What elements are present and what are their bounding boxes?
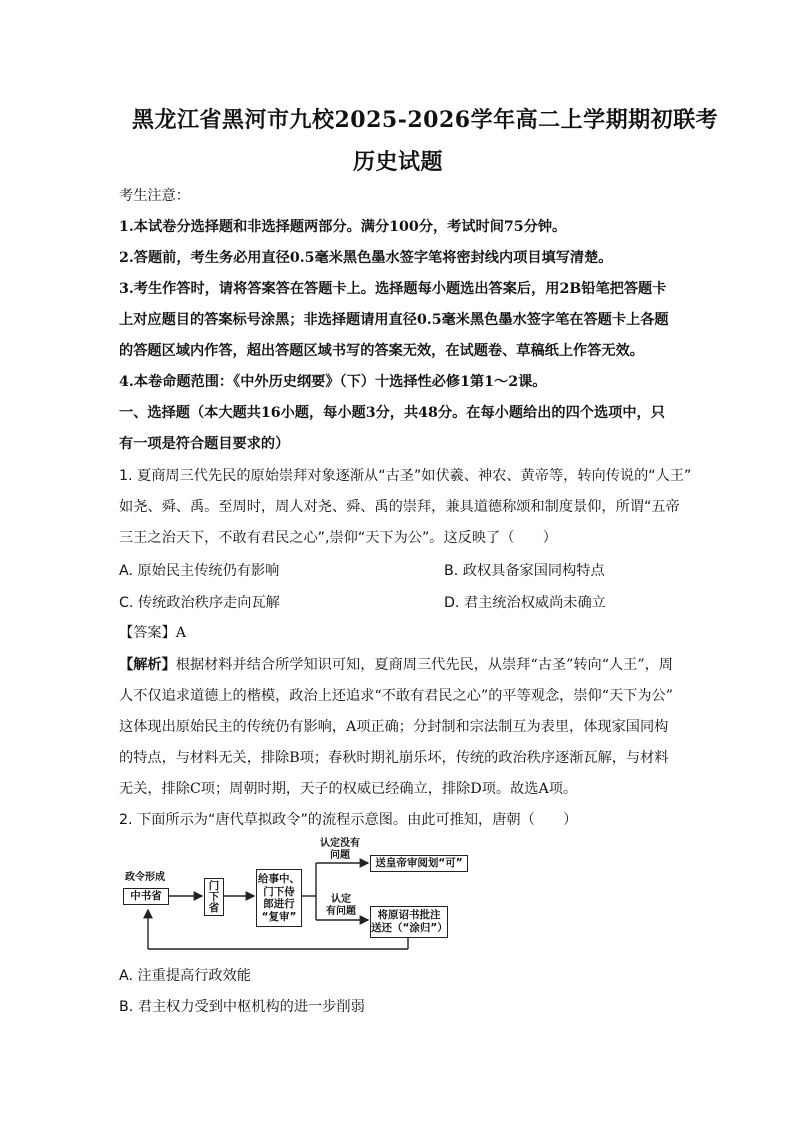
branch-top-line: 认定没有	[320, 838, 360, 849]
question-2-option-a: A. 注重提高行政效能	[119, 968, 251, 984]
node-menxia-char: 省	[208, 901, 220, 914]
node-review	[256, 869, 302, 927]
node-review-line: 给事中、	[258, 873, 300, 885]
node-menxia	[204, 878, 224, 916]
question-1-stem: 如尧、舜、禹。至周时，周人对尧、舜、禹的崇拜，兼具道德称颂和制度景仰，所谓“五帝	[119, 499, 680, 515]
start-label: 政令形成	[125, 872, 165, 883]
question-1-stem: 1. 夏商周三代先民的原始崇拜对象逐渐从“古圣”如伏羲、神农、黄帝等，转向传说的“人王”	[119, 468, 692, 484]
question-1-option-c: C. 传统政治秩序走向瓦解	[119, 595, 280, 611]
node-review-line: “复审”	[261, 910, 297, 923]
notice-item: 2.答题前，考生务必用直径0.5毫米黑色墨水签字笔将密封线内项目填写清楚。	[119, 250, 613, 266]
node-zhongshu: 中书省	[123, 888, 169, 905]
branch-bottom-line: 有问题	[326, 906, 356, 917]
page-subtitle: 历史试题	[353, 149, 444, 175]
question-1-analysis	[119, 655, 673, 675]
notice-item: 1.本试卷分选择题和非选择题两部分。满分100分，考试时间75分钟。	[119, 219, 567, 235]
node-menxia-char: 下	[208, 890, 220, 903]
section-heading: 一、选择题（本大题共16小题，每小题3分，共48分。在每小题给出的四个选项中，只	[119, 405, 665, 421]
node-return-line: 将原诏书批注	[377, 909, 441, 921]
notice-item: 上对应题目的答案标号涂黑；非选择题请用直径0.5毫米黑色墨水签字笔在答题卡上各题	[119, 312, 669, 328]
notice-item: 的答题区域内作答，超出答题区域书写的答案无效，在试题卷、草稿纸上作答无效。	[119, 343, 644, 359]
node-review-line: 门下侍	[263, 885, 295, 898]
question-1-analysis: 人不仅追求道德上的楷模，政治上还追求“不敢有君民之心”的平等观念，崇仰“天下为公”	[119, 688, 673, 704]
question-1-analysis: 这体现出原始民主的传统仍有影响，A项正确；分封制和宗法制互为表里，体现家国同构	[119, 719, 669, 735]
question-2-option-b: B. 君主权力受到中枢机构的进一步削弱	[119, 999, 365, 1015]
flow-diagram	[118, 836, 478, 956]
question-1-option-b: B. 政权具备家国同构特点	[444, 563, 605, 579]
analysis-label: 【解析】	[119, 657, 176, 673]
branch-bottom-line: 认定	[331, 894, 351, 905]
question-2-stem: 2. 下面所示为“唐代草拟政令”的流程示意图。由此可推知，唐朝（ ）	[119, 812, 578, 828]
question-1-stem: 三王之治天下，不敢有君民之心”,崇仰“天下为公”。这反映了（ ）	[119, 530, 557, 546]
analysis-text: 根据材料并结合所学知识可知，夏商周三代先民，从崇拜“古圣”转向“人王”，周	[175, 657, 673, 673]
question-1-analysis: 无关，排除C项；周朝时期，天子的权威已经确立，排除D项。故选A项。	[119, 781, 578, 797]
node-review-line: 郎进行	[263, 898, 295, 910]
notice-item: 4.本卷命题范围：《中外历史纲要》（下）十选择性必修1第1～2课。	[119, 374, 547, 390]
question-1-answer: 【答案】A	[119, 625, 186, 641]
branch-top-label	[320, 838, 360, 862]
branch-top-line: 问题	[330, 850, 350, 861]
node-emperor-review: 送皇帝审阅划“可”	[370, 855, 468, 872]
node-menxia-char: 门	[208, 879, 220, 892]
question-1-option-d: D. 君主统治权威尚未确立	[444, 595, 606, 611]
question-1-option-a: A. 原始民主传统仍有影响	[119, 563, 280, 579]
branch-bottom-label	[326, 894, 356, 918]
question-1-analysis: 的特点，与材料无关，排除B项；春秋时期礼崩乐坏，传统的政治秩序逐渐瓦解，与材料	[119, 750, 669, 766]
notice-heading: 考生注意：	[119, 188, 190, 204]
notice-item: 3.考生作答时，请将答案答在答题卡上。选择题每小题选出答案后，用2B铅笔把答题卡	[119, 281, 667, 297]
node-return-edict	[370, 906, 448, 938]
node-return-line: 送还（“涂归”）	[371, 922, 448, 934]
section-heading-cont: 有一项是符合题目要求的）	[119, 436, 290, 452]
page-title: 黑龙江省黑河市九校2025-2026学年高二上学期期初联考	[132, 107, 719, 133]
